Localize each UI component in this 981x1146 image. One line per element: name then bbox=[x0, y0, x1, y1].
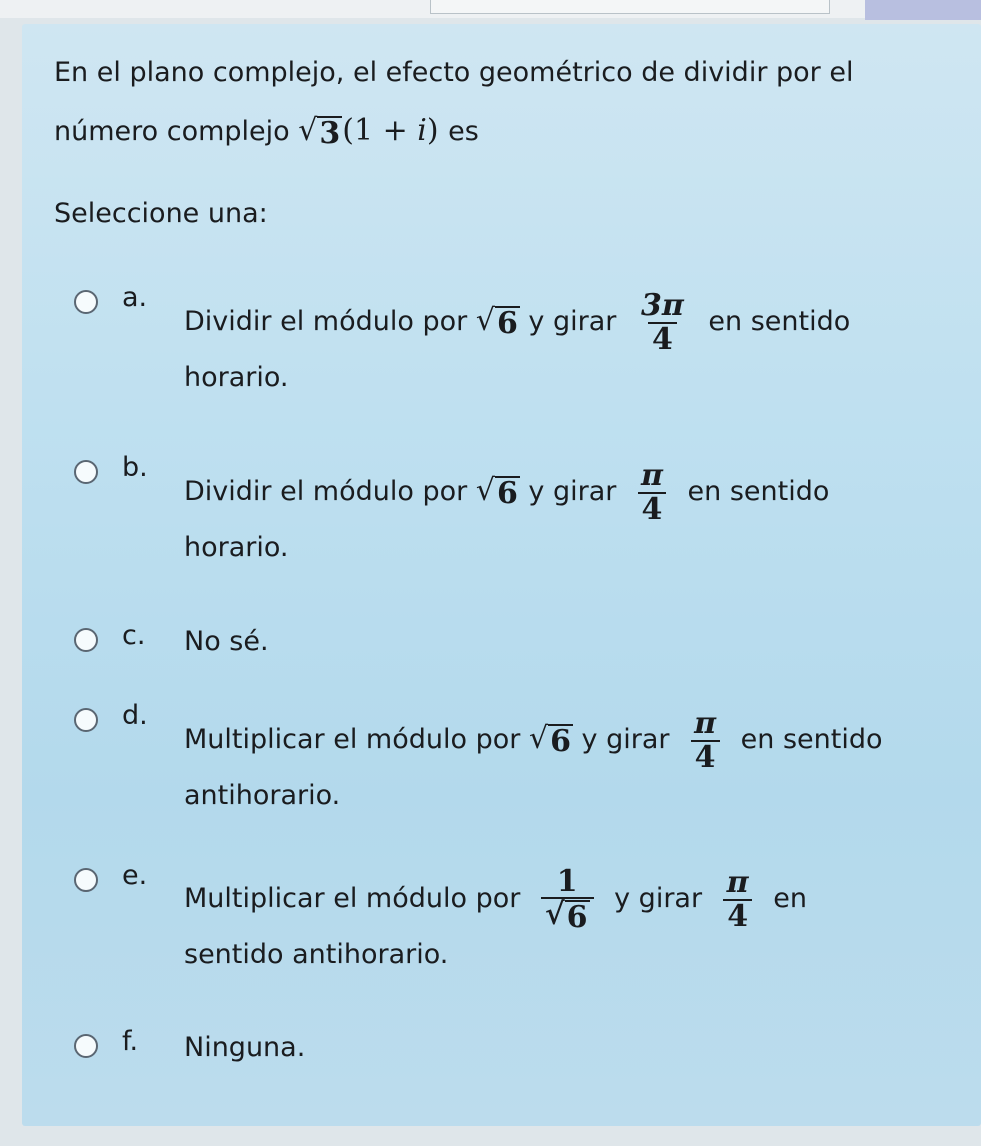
angle-fraction: $\frac{3\pi}{4}$ bbox=[640, 288, 684, 357]
angle-fraction: $\frac{\pi}{4}$ bbox=[690, 708, 720, 773]
option-text: Multiplicar el módulo por 1 √ 6 y girar $\frac{\pi}{4}$ en sentido antihorario. bbox=[184, 863, 807, 970]
modulus-fraction: 1 √ 6 bbox=[541, 866, 594, 934]
radio-c[interactable] bbox=[74, 628, 98, 652]
radio-b[interactable] bbox=[74, 460, 98, 484]
option-text: Dividir el módulo por √ 6 y girar $\frac{3\pi}{4}$ en sentido horario. bbox=[184, 288, 851, 393]
top-tab[interactable] bbox=[430, 0, 830, 14]
question-line-1: En el plano complejo, el efecto geométrico de dividir por el bbox=[54, 57, 854, 88]
angle-fraction: $\frac{\pi}{4}$ bbox=[723, 867, 753, 932]
radio-e[interactable] bbox=[74, 868, 98, 892]
option-text: Multiplicar el módulo por √ 6 y girar $\frac{\pi}{4}$ en sentido antihorario. bbox=[184, 706, 883, 811]
option-letter: f. bbox=[122, 1026, 139, 1057]
radio-a[interactable] bbox=[74, 290, 98, 314]
option-text: Ninguna. bbox=[184, 1032, 306, 1063]
option-letter: b. bbox=[122, 452, 148, 483]
select-one-prompt: Seleccione una: bbox=[54, 198, 268, 229]
angle-fraction: $\frac{\pi}{4}$ bbox=[637, 460, 667, 525]
option-text: No sé. bbox=[184, 626, 269, 657]
browser-top-bar bbox=[0, 0, 981, 18]
option-letter: d. bbox=[122, 700, 148, 731]
complex-number: √ 3 (1 + i) bbox=[298, 113, 439, 151]
question-text bbox=[54, 44, 979, 161]
option-text: Dividir el módulo por √ 6 y girar $\frac{\pi}{4}$ en sentido horario. bbox=[184, 458, 830, 563]
radio-f[interactable] bbox=[74, 1034, 98, 1058]
option-letter: a. bbox=[122, 282, 148, 313]
option-letter: c. bbox=[122, 620, 146, 651]
question-line-2: número complejo √ 3 (1 + i) es bbox=[54, 113, 479, 151]
option-letter: e. bbox=[122, 860, 148, 891]
radio-d[interactable] bbox=[74, 708, 98, 732]
top-button[interactable] bbox=[865, 0, 981, 20]
